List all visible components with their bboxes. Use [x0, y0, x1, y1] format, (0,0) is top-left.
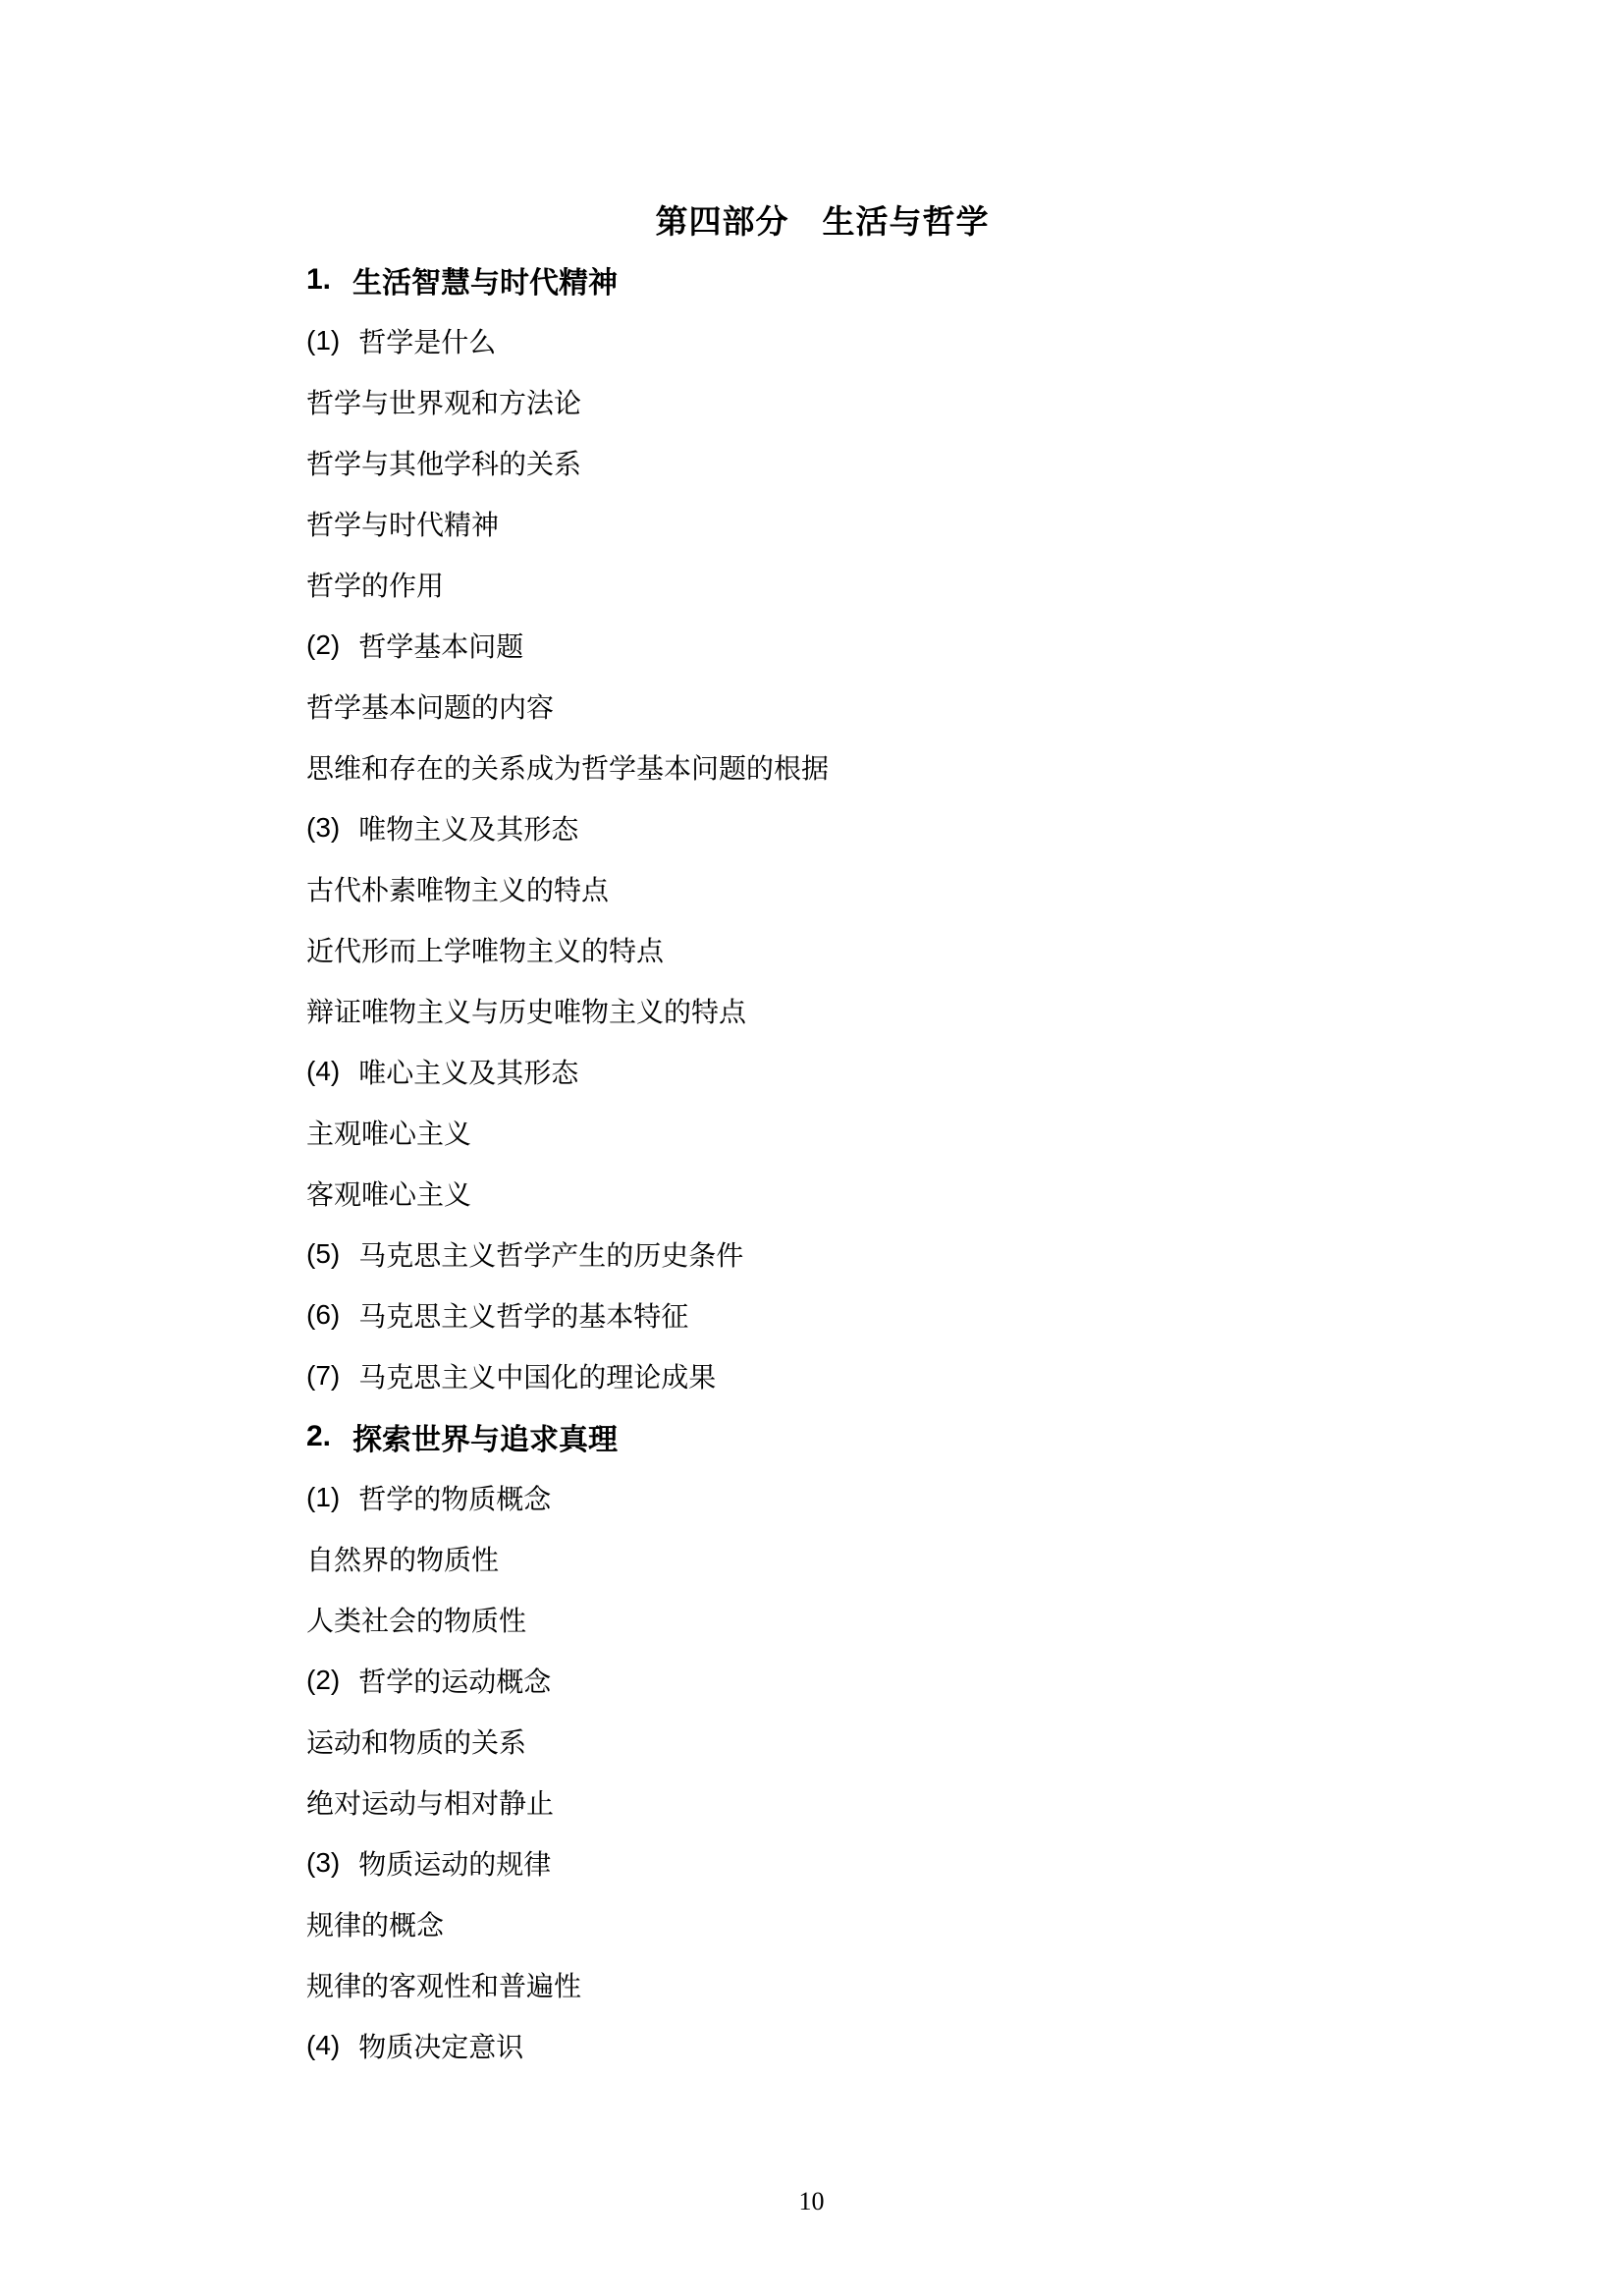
outline-line: [306, 1406, 1338, 1467]
outline-line: [306, 432, 1338, 493]
line-text: 哲学是什么: [358, 328, 497, 358]
line-text: 人类社会的物质性: [306, 1607, 527, 1637]
line-text: 唯心主义及其形态: [358, 1059, 579, 1089]
outline-line: [306, 615, 1338, 676]
line-text: 哲学基本问题的内容: [306, 693, 555, 724]
line-text: 近代形而上学唯物主义的特点: [306, 937, 665, 967]
outline-line: [306, 1102, 1338, 1163]
line-text: 古代朴素唯物主义的特点: [306, 876, 610, 906]
line-text: 运动和物质的关系: [306, 1728, 527, 1759]
line-text: 哲学的物质概念: [358, 1485, 552, 1515]
line-text: 辩证唯物主义与历史唯物主义的特点: [306, 998, 747, 1028]
line-text: 马克思主义中国化的理论成果: [358, 1363, 717, 1394]
outline-line: [306, 554, 1338, 615]
outline-line: [306, 1041, 1338, 1102]
outline-line: [306, 2015, 1338, 2076]
outline-line: [306, 737, 1338, 797]
line-number: (1): [306, 1482, 341, 1512]
outline-line: [306, 1528, 1338, 1589]
document-body: [306, 249, 1338, 2076]
line-text: 规律的客观性和普遍性: [306, 1972, 582, 2002]
line-text: 绝对运动与相对静止: [306, 1789, 555, 1820]
line-text: 哲学与世界观和方法论: [306, 389, 582, 419]
line-number: 2.: [306, 1420, 332, 1452]
line-text: 主观唯心主义: [306, 1120, 472, 1150]
outline-line: [306, 310, 1338, 371]
line-text: 规律的概念: [306, 1911, 445, 1941]
line-text: 生活智慧与时代精神: [352, 267, 619, 300]
outline-line: [306, 371, 1338, 432]
outline-line: [306, 858, 1338, 919]
line-text: 哲学与其他学科的关系: [306, 450, 582, 480]
line-text: 马克思主义哲学产生的历史条件: [358, 1241, 744, 1272]
outline-line: [306, 1954, 1338, 2015]
outline-line: [306, 676, 1338, 737]
page-title: 第四部分 生活与哲学: [655, 202, 990, 240]
outline-line: [306, 1467, 1338, 1528]
line-text: 哲学的运动概念: [358, 1667, 552, 1698]
line-number: (4): [306, 1056, 341, 1086]
outline-line: [306, 1163, 1338, 1224]
outline-line: [306, 919, 1338, 980]
outline-line: [306, 1832, 1338, 1893]
line-text: 哲学与时代精神: [306, 511, 500, 541]
outline-line: [306, 1224, 1338, 1285]
outline-line: [306, 1285, 1338, 1345]
outline-line: [306, 1589, 1338, 1650]
line-number: (3): [306, 812, 341, 843]
line-text: 自然界的物质性: [306, 1546, 500, 1576]
line-text: 物质决定意识: [358, 2033, 524, 2063]
outline-line: [306, 249, 1338, 310]
line-text: 马克思主义哲学的基本特征: [358, 1302, 689, 1333]
outline-line: [306, 1893, 1338, 1954]
line-text: 唯物主义及其形态: [358, 815, 579, 846]
line-number: (4): [306, 2030, 341, 2060]
line-number: (7): [306, 1360, 341, 1391]
line-number: 1.: [306, 263, 332, 296]
outline-line: [306, 1772, 1338, 1832]
line-number: (3): [306, 1847, 341, 1878]
outline-line: [306, 493, 1338, 554]
page-number: 10: [798, 2187, 825, 2215]
line-number: (1): [306, 325, 341, 355]
line-number: (6): [306, 1299, 341, 1330]
outline-line: [306, 797, 1338, 858]
line-number: (2): [306, 1665, 341, 1695]
line-text: 探索世界与追求真理: [352, 1424, 619, 1456]
outline-line: [306, 1345, 1338, 1406]
line-text: 哲学基本问题: [358, 632, 524, 663]
line-text: 哲学的作用: [306, 572, 445, 602]
line-text: 思维和存在的关系成为哲学基本问题的根据: [306, 754, 830, 785]
line-text: 客观唯心主义: [306, 1180, 472, 1211]
line-text: 物质运动的规律: [358, 1850, 552, 1881]
outline-line: [306, 980, 1338, 1041]
line-number: (2): [306, 629, 341, 660]
outline-line: [306, 1711, 1338, 1772]
outline-line: [306, 1650, 1338, 1711]
line-number: (5): [306, 1238, 341, 1269]
